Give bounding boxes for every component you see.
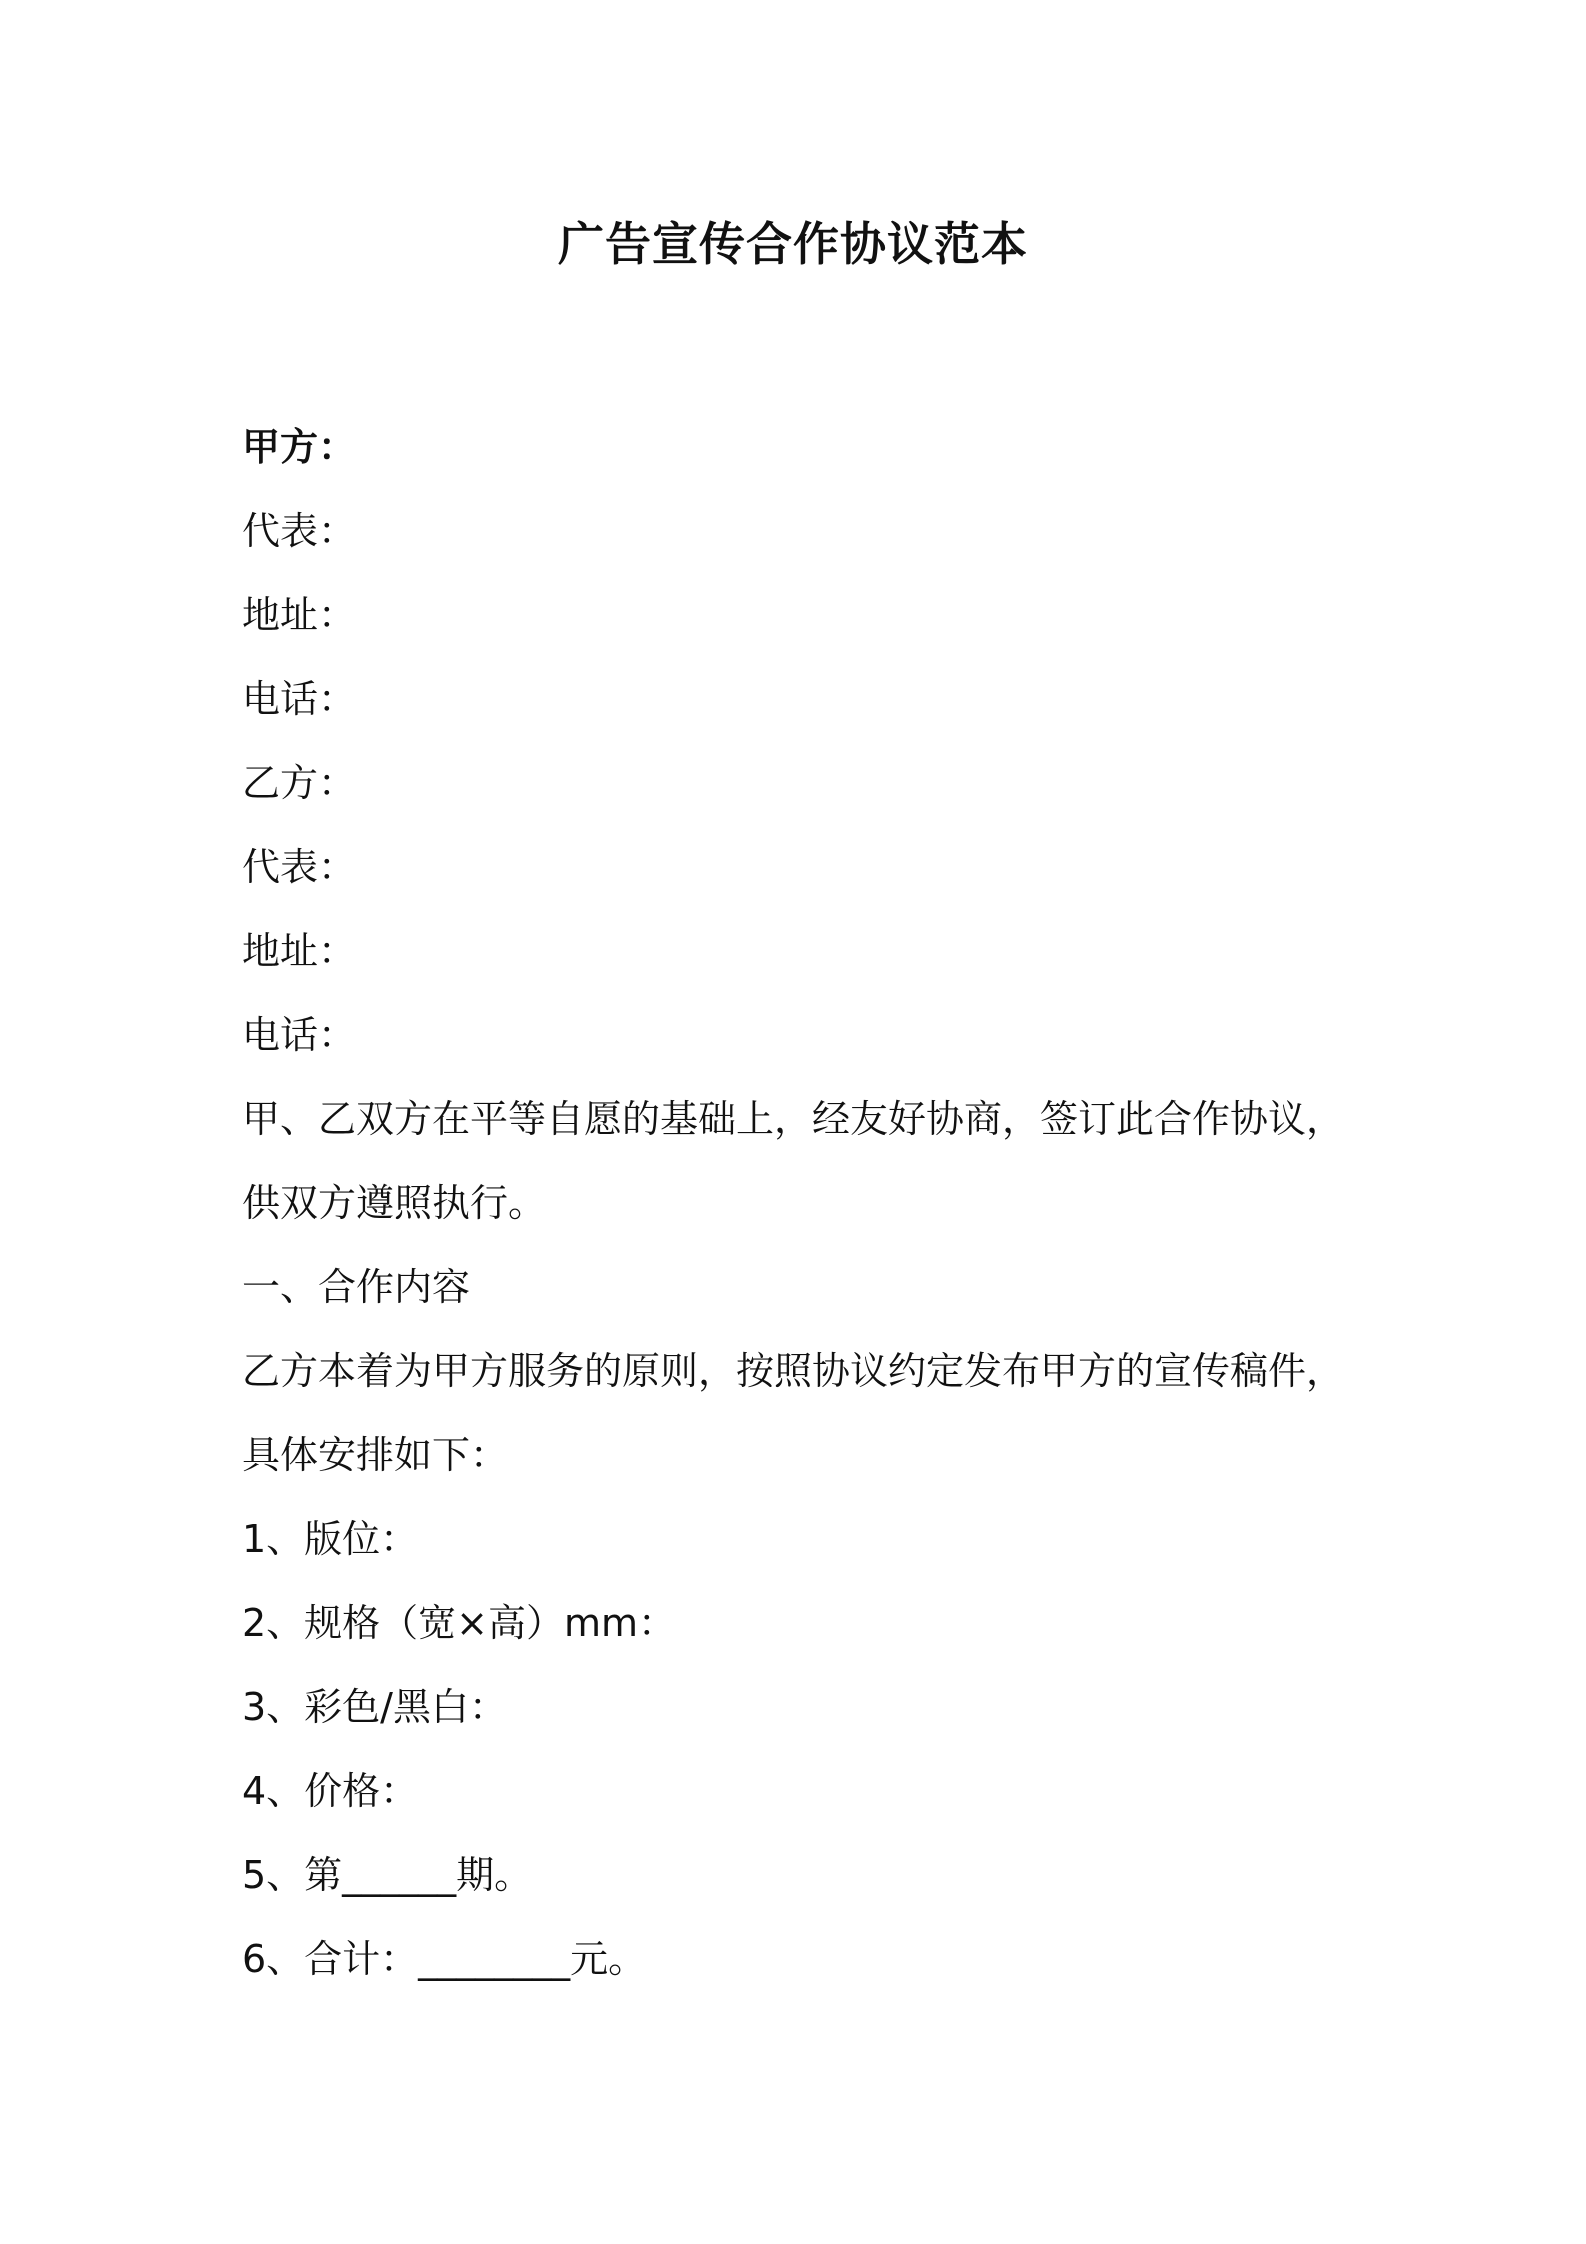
party-a-representative: 代表： [242,509,357,553]
party-a-address: 地址： [242,593,357,637]
agreement-intro-line-2: 供双方遵照执行。 [242,1181,547,1225]
item-issue-number: 5、第______期。 [242,1853,533,1897]
document-title: 广告宣传合作协议范本 [558,217,1028,271]
item-price: 4、价格： [242,1769,419,1813]
party-b-representative: 代表： [242,845,357,889]
item-layout-position: 1、版位： [242,1517,419,1561]
cooperation-text-line-1: 乙方本着为甲方服务的原则，按照协议约定发布甲方的宣传稿件， [242,1349,1345,1393]
item-total-amount: 6、合计：________元。 [242,1937,647,1981]
party-a-label: 甲方： [242,425,357,469]
section-heading-cooperation: 一、合作内容 [242,1265,471,1309]
document-body [242,405,1402,2001]
agreement-intro-line-1: 甲、乙双方在平等自愿的基础上，经友好协商，签订此合作协议， [242,1097,1345,1141]
party-b-phone: 电话： [242,1013,357,1057]
item-size-spec: 2、规格（宽×高）mm： [242,1601,677,1645]
party-b-label: 乙方： [242,761,357,805]
cooperation-text-line-2: 具体安排如下： [242,1433,509,1477]
item-color-mode: 3、彩色/黑白： [242,1685,507,1729]
party-a-phone: 电话： [242,677,357,721]
party-b-address: 地址： [242,929,357,973]
